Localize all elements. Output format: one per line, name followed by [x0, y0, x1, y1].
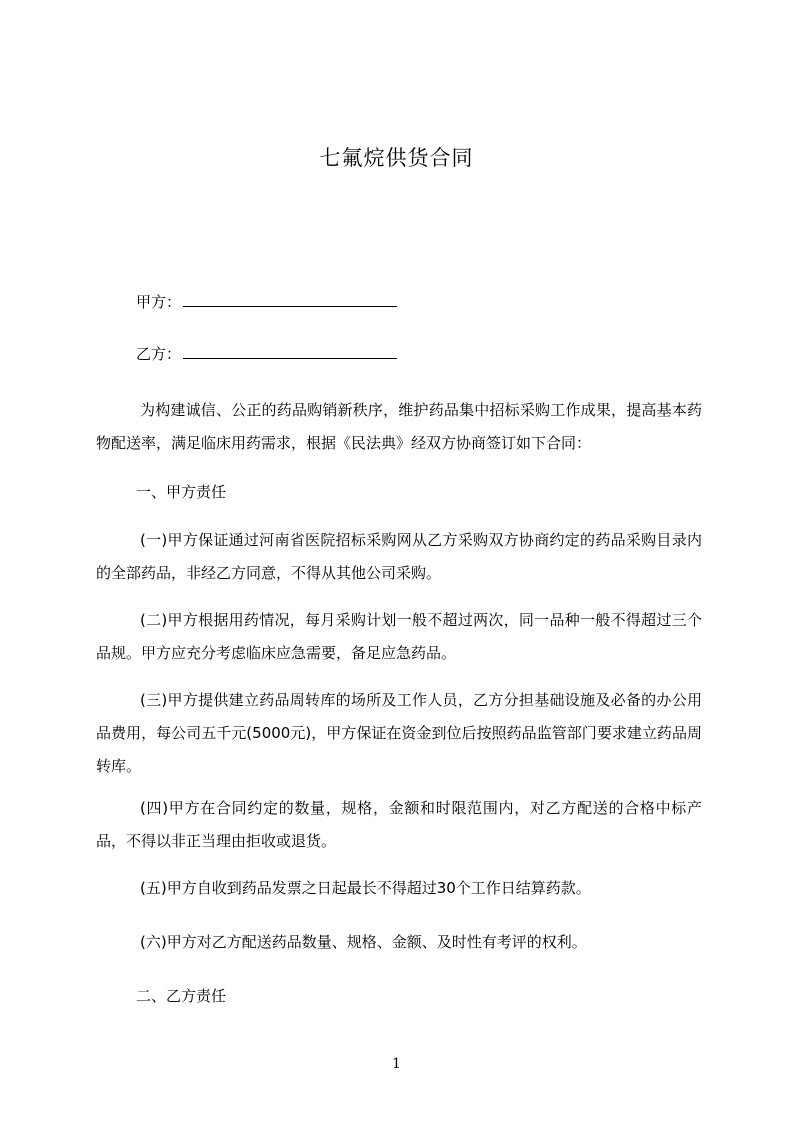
clause-5: (五)甲方自收到药品发票之日起最长不得超过30个工作日结算药款。 [140, 879, 591, 897]
section-heading-party-a: 一、甲方责任 [136, 483, 227, 501]
contract-title: 七氟烷供货合同 [319, 146, 474, 170]
section-heading-party-b: 二、乙方责任 [136, 987, 227, 1005]
clause-4: (四)甲方在合同约定的数量，规格，金额和时限范围内，对乙方配送的合格中标产品，不得以非正当理由拒收或退货。 [96, 799, 702, 850]
clause-2: (二)甲方根据用药情况，每月采购计划一般不超过两次，同一品种一般不得超过三个品规。甲方应充分考虑临床应急需要，备足应急药品。 [96, 611, 702, 662]
party-b-label: 乙方： [136, 345, 182, 363]
party-a-line [136, 292, 397, 312]
intro-paragraph: 为构建诚信、公正的药品购销新秩序，维护药品集中招标采购工作成果，提高基本药物配送率，满足临床用药需求，根据《民法典》经双方协商签订如下合同： [96, 401, 702, 452]
clause-1: (一)甲方保证通过河南省医院招标采购网从乙方采购双方协商约定的药品采购目录内的全部药品，非经乙方同意，不得从其他公司采购。 [96, 531, 702, 582]
clause-3: (三)甲方提供建立药品周转库的场所及工作人员，乙方分担基础设施及必备的办公用品费用，每公司五千元(5000元)，甲方保证在资金到位后按照药品监管部门要求建立药品周转库。 [96, 691, 702, 775]
page-number: 1 [392, 1056, 401, 1072]
party-b-line [136, 344, 397, 364]
party-b-blank [183, 344, 397, 359]
party-a-label: 甲方： [136, 293, 182, 311]
party-a-blank [183, 292, 397, 307]
clause-6: (六)甲方对乙方配送药品数量、规格、金额、及时性有考评的权利。 [140, 933, 587, 951]
